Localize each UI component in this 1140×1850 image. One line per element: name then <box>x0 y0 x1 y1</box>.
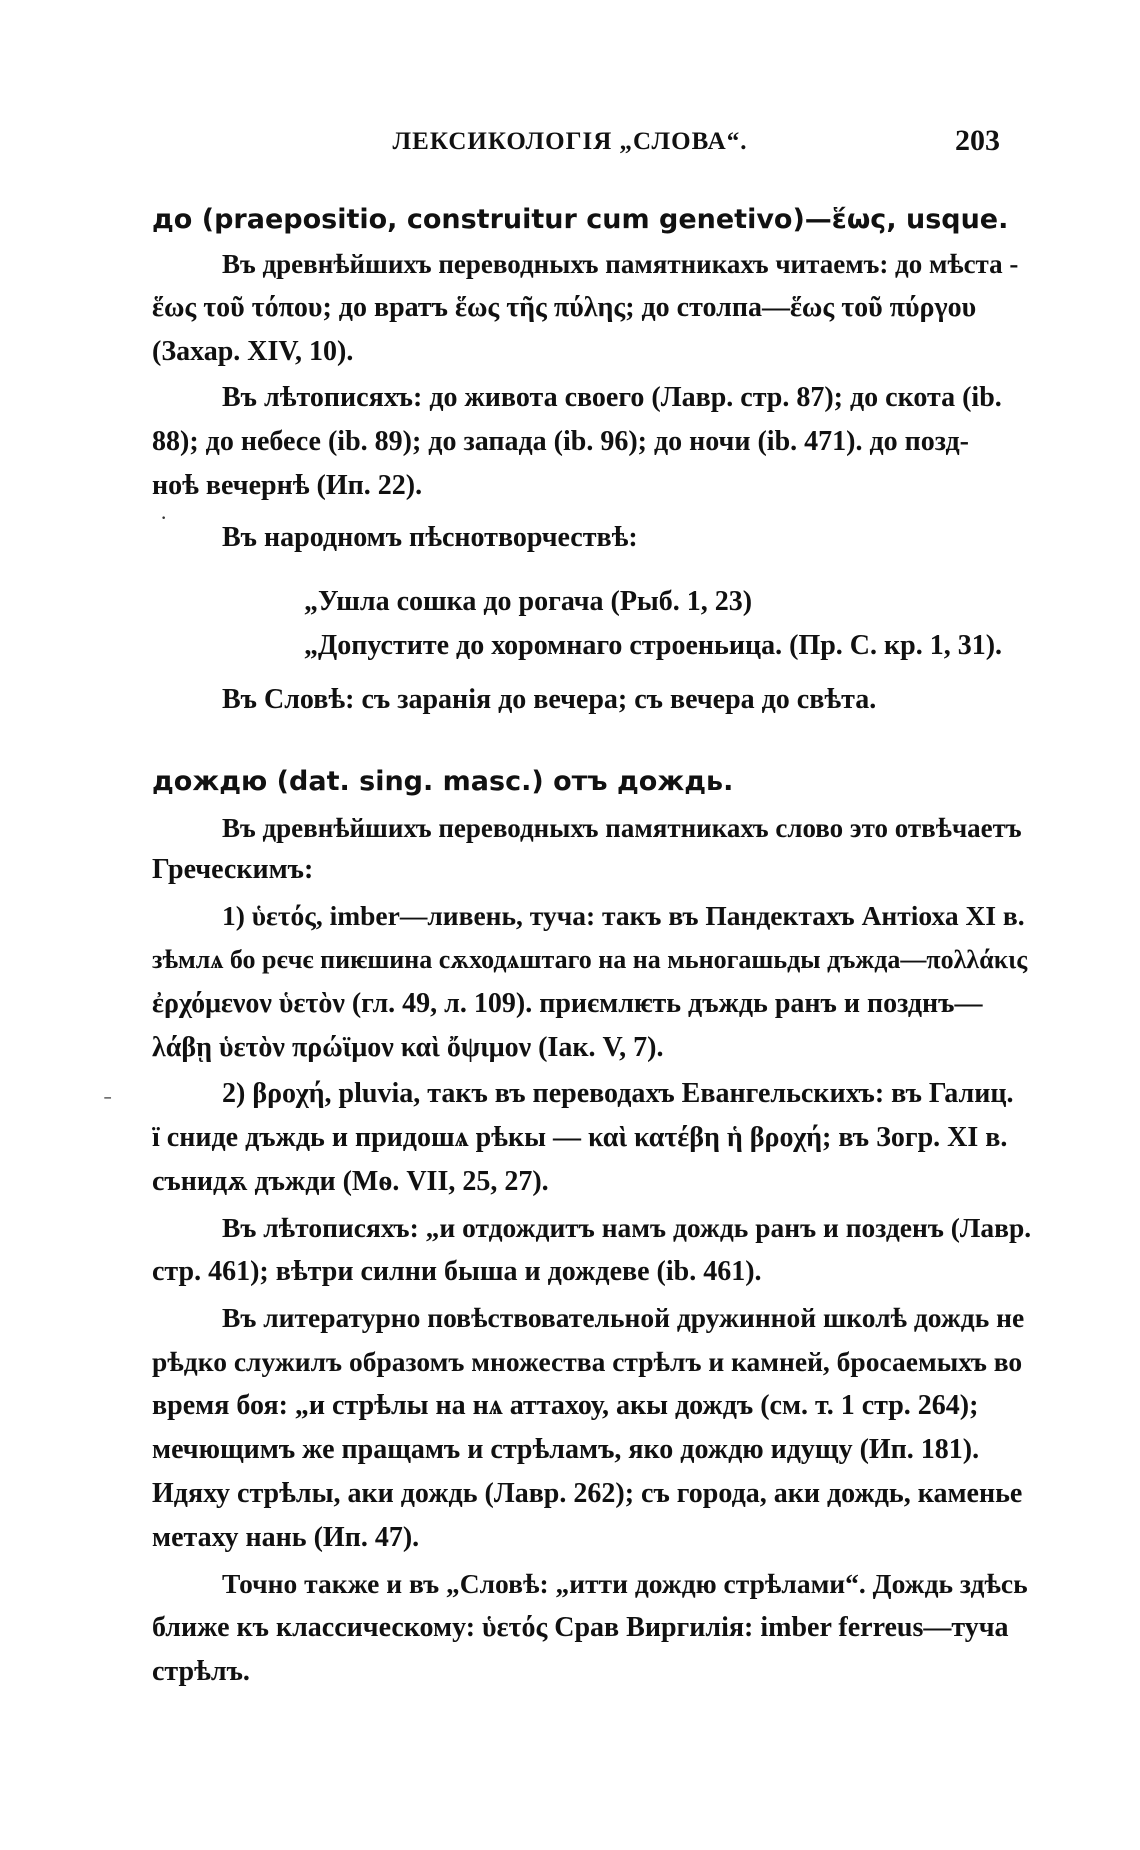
page-number: 203 <box>955 124 1000 157</box>
text-line: Въ древнѣйшихъ переводныхъ памятникахъ слово это отвѣчаетъ <box>222 813 1022 843</box>
text-line: ї сниде дъждь и придошѧ рѣкы — καὶ κατέβη ἡ βροχή; въ Зогр. XI в. <box>152 1122 1008 1153</box>
text-line: (Захар. XIV, 10). <box>152 336 354 367</box>
text-line: ноѣ вечернѣ (Ип. 22). <box>152 470 423 501</box>
text-line: мечющимъ же пращамъ и стрѣламъ, яко дождю идущу (Ип. 181). <box>152 1434 980 1465</box>
page-header <box>140 124 1000 168</box>
quote-line: „Допустите до хоромнаго строеньица. (Пр. С. кр. 1, 31). <box>304 630 1003 661</box>
margin-mark: ˗ <box>104 1082 112 1107</box>
text-line: Въ древнѣйшихъ переводныхъ памятникахъ читаемъ: до мѣста - <box>222 249 1019 279</box>
text-line: Въ народномъ пѣснотворчествѣ: <box>222 522 638 553</box>
text-line: 88); до небесе (ib. 89); до запада (ib. 96); до ночи (ib. 471). до позд- <box>152 426 969 457</box>
margin-dot: · <box>160 505 168 530</box>
text-line: стрѣлъ. <box>152 1656 250 1687</box>
quote-line: „Ушла сошка до рогача (Рыб. 1, 23) <box>304 586 753 617</box>
text-line: Греческимъ: <box>152 854 314 885</box>
text-line: Въ лѣтописяхъ: „и отдождитъ намъ дождь ранъ и позденъ (Лавр. <box>222 1212 1032 1243</box>
text-line: Въ лѣтописяхъ: до живота своего (Лавр. стр. 87); до скота (ib. <box>222 382 1002 413</box>
entry-heading-dozhdyu: дождю (dat. sing. masc.) отъ дождь. <box>152 766 734 797</box>
text-line: Точно также и въ „Словѣ: „итти дождю стрѣлами“. Дождь здѣсь <box>222 1568 1028 1599</box>
text-line: 2) βροχή, pluvia, такъ въ переводахъ Евангельскихъ: въ Галиц. <box>222 1078 1014 1109</box>
text-line: ближе къ классическому: ὑετός Срав Виргилія: imber ferreus—туча <box>152 1612 1009 1643</box>
text-line: зѣмлѧ бо рєчє пиѥшина сѫходѧштаго на на мьногашьды дъжда—πολλάκις <box>152 945 1028 974</box>
text-line: Въ Словѣ: съ заранія до вечера; съ вечера до свѣта. <box>222 684 877 715</box>
text-line: λάβῃ ὑετὸν πρώϊμον καὶ ὄψιμον (Іак. V, 7). <box>152 1032 664 1063</box>
text-line: ἐρχόμενον ὑετὸν (гл. 49, л. 109). приємлѥть дъждь ранъ и позднъ— <box>152 988 983 1019</box>
text-line: ἕως τοῦ τόπου; до вратъ ἕως τῆς πύλης; до столпа—ἕως τοῦ πύργου <box>152 292 977 323</box>
text-line: Идяху стрѣлы, аки дождь (Лавр. 262); съ города, аки дождь, каменье <box>152 1478 1023 1509</box>
text-line: метаху нань (Ип. 47). <box>152 1522 420 1553</box>
entry-heading-do: до (praepositio, construitur cum genetivo)—ἕως, usque. <box>152 204 1009 235</box>
text-line: рѣдко служилъ образомъ множества стрѣлъ и камней, бросаемыхъ во <box>152 1346 1023 1377</box>
running-title: ЛЕКСИКОЛОГІЯ „СЛОВА“. <box>392 128 748 155</box>
text-line: сънидѫ дъжди (Мѳ. VII, 25, 27). <box>152 1166 549 1197</box>
text-line: стр. 461); вѣтри силни быша и дождеве (ib. 461). <box>152 1256 762 1287</box>
text-line: 1) ὑετός, imber—ливень, туча: такъ въ Пандектахъ Антіоха XI в. <box>222 900 1025 931</box>
text-line: Въ литературно повѣствовательной дружинной школѣ дождь не <box>222 1302 1025 1333</box>
text-line: время боя: „и стрѣлы на нѧ аттахоу, акы дождъ (см. т. 1 стр. 264); <box>152 1390 979 1421</box>
